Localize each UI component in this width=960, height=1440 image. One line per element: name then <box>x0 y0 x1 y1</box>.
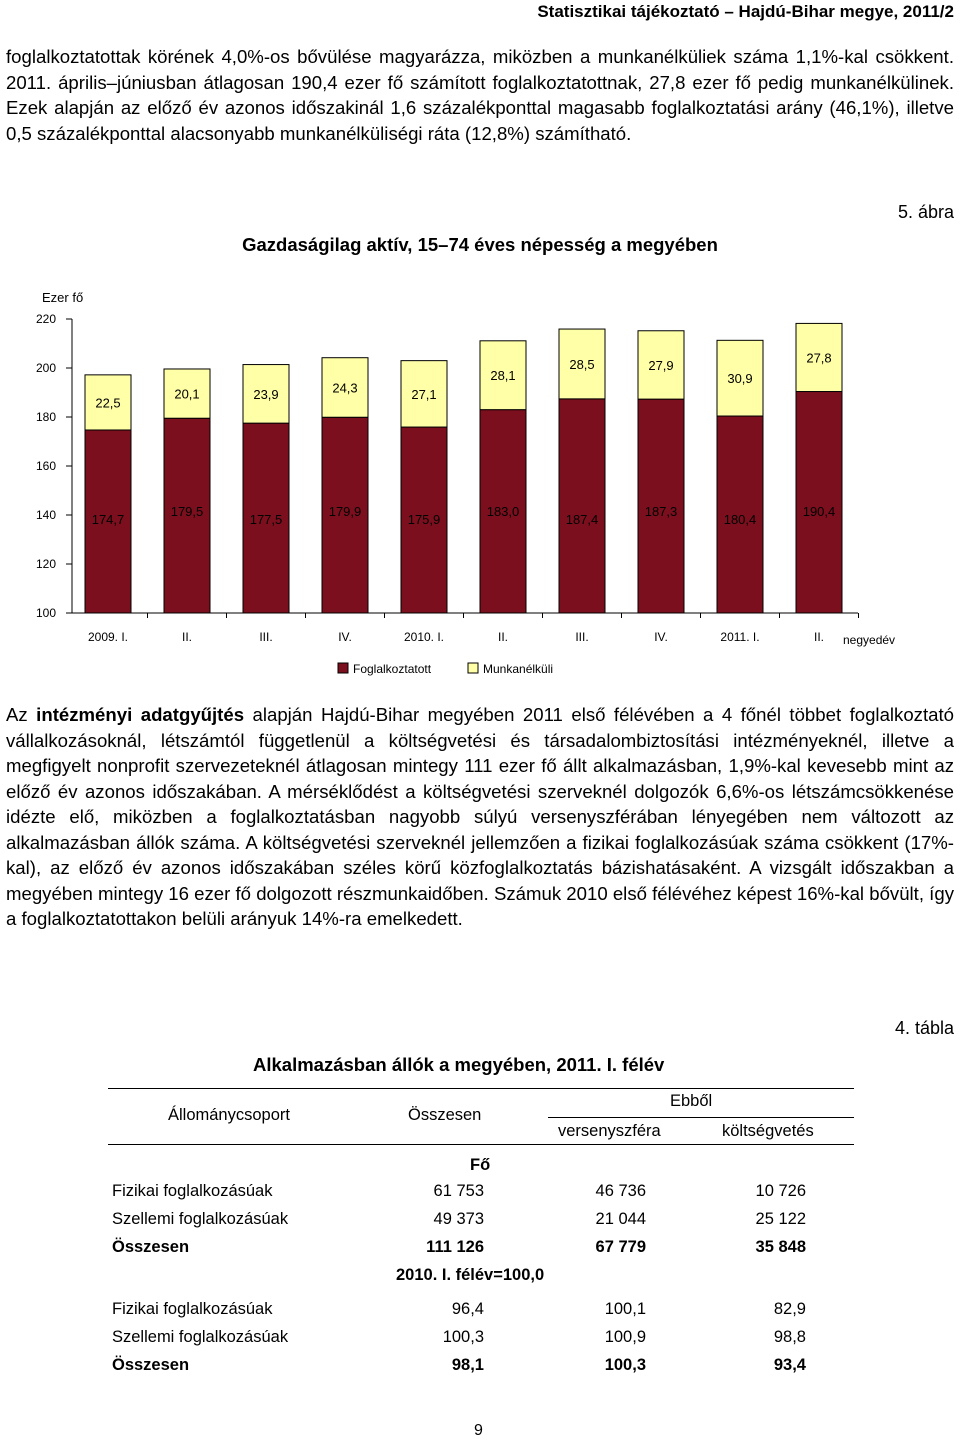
cell-private: 21 044 <box>595 1210 646 1228</box>
cell-budget: 10 726 <box>755 1182 806 1200</box>
x-tick-label: II. <box>497 630 509 644</box>
data-label-unemployed: 27,9 <box>648 357 674 373</box>
y-tick-label: 140 <box>35 508 56 522</box>
legend-label-employed: Foglalkoztatott <box>353 662 432 676</box>
bar-employed <box>796 392 842 613</box>
x-tick-label: 2009. I. <box>87 630 129 644</box>
chart-legend <box>338 662 553 676</box>
para2-bold: intézményi adatgyűjtés <box>36 704 245 725</box>
x-tick-label: 2010. I. <box>403 630 445 644</box>
y-tick-label: 100 <box>35 606 56 620</box>
data-label-employed: 187,4 <box>565 512 599 527</box>
x-tick-label: II. <box>813 630 825 644</box>
cell-private: 67 779 <box>595 1238 646 1256</box>
data-label-employed: 187,3 <box>644 504 678 519</box>
header-private: versenyszféra <box>558 1122 661 1140</box>
running-header: Statisztikai tájékoztató – Hajdú-Bihar megye, 2011/2 <box>537 2 954 21</box>
cell-total: 49 373 <box>433 1210 484 1228</box>
x-tick-label: II. <box>181 630 193 644</box>
chart-title <box>0 234 960 256</box>
legend-swatch-employed <box>338 663 348 673</box>
cell-budget: 25 122 <box>755 1210 806 1228</box>
x-axis <box>72 613 895 647</box>
y-tick-label: 220 <box>35 312 56 326</box>
data-label-unemployed: 27,1 <box>411 386 437 402</box>
para2-pre: Az <box>6 704 37 725</box>
row-name: Fizikai foglalkozásúak <box>112 1300 273 1318</box>
x-tick-label: III. <box>259 630 273 644</box>
row-name: Összesen <box>112 1356 190 1374</box>
page-number: 9 <box>474 1422 483 1439</box>
x-tick-label: IV. <box>654 630 668 644</box>
bar-group <box>85 323 842 613</box>
data-label-employed: 180,4 <box>723 512 757 527</box>
data-label-employed: 179,5 <box>170 504 204 519</box>
data-label-employed: 175,9 <box>407 512 441 527</box>
data-label-unemployed: 28,1 <box>490 368 516 384</box>
x-tick-label: III. <box>575 630 589 644</box>
data-label-employed: 179,9 <box>328 504 362 519</box>
intro-paragraph: foglalkoztatottak körének 4,0%-os bővülése magyarázza, miközben a munkanélküliek száma 1,1%-kal csökkent. 2011. április–júniusban átlagosan 190,4 ezer fő számított foglalkoztatottnak, 27,8 ezer fő pedig munkanélkülinek. Ezek alapján az előző év azonos időszakinál 1,6 százalékponttal magasabb foglalkoztatási arány (46,1%), illetve 0,5 százalékponttal alacsonyabb munkanélküliségi ráta (12,8%) számítható. <box>6 46 954 144</box>
table-number: 4. tábla <box>894 1018 954 1038</box>
row-name: Fizikai foglalkozásúak <box>112 1182 273 1200</box>
data-label-unemployed: 28,5 <box>569 356 595 372</box>
x-tick-label: IV. <box>338 630 352 644</box>
table-top-rule <box>108 1088 854 1089</box>
cell-total: 61 753 <box>433 1182 484 1200</box>
cell-budget: 35 848 <box>755 1238 806 1256</box>
row-name: Szellemi foglalkozásúak <box>112 1328 289 1346</box>
cell-budget: 98,8 <box>773 1328 806 1346</box>
cell-budget: 93,4 <box>773 1356 806 1374</box>
header-of-which: Ebből <box>670 1092 713 1110</box>
row-name: Szellemi foglalkozásúak <box>112 1210 289 1228</box>
y-axis <box>36 290 83 620</box>
data-label-unemployed: 27,8 <box>806 350 832 366</box>
cell-total: 98,1 <box>451 1356 484 1374</box>
data-label-employed: 174,7 <box>91 512 125 527</box>
row-name: Összesen <box>112 1238 190 1256</box>
table-header-bottom-rule <box>108 1144 854 1145</box>
stacked-bar-chart <box>0 280 960 690</box>
cell-total: 111 126 <box>426 1238 484 1256</box>
header-group: Állománycsoport <box>168 1106 290 1124</box>
cell-private: 100,9 <box>604 1328 646 1346</box>
x-axis-title: negyedév <box>843 633 896 647</box>
section-title-persons: Fő <box>470 1156 491 1174</box>
cell-private: 46 736 <box>595 1182 646 1200</box>
cell-private: 100,1 <box>604 1300 646 1318</box>
chart-title-text: Gazdaságilag aktív, 15–74 éves népesség a megyében <box>242 234 718 255</box>
data-label-employed: 183,0 <box>486 504 520 519</box>
y-tick-label: 120 <box>35 557 56 571</box>
data-label-unemployed: 20,1 <box>174 386 200 402</box>
legend-label-unemployed: Munkanélküli <box>483 662 554 676</box>
data-label-employed: 177,5 <box>249 512 283 527</box>
para2-post: alapján Hajdú-Bihar megyében 2011 első félévében a 4 főnél többet foglalkoztató vállalkozásoknál, létszámtól függetlenül a költségvetési és társadalombiztosítási intézményeknél, illetve a megfigyelt nonprofit szervezeteknél átlagosan mintegy 111 ezer fő állt alkalmazásban, 1,9%-kal kevesebb mint az előző év azonos időszakában. A mérséklődést a költségvetési szerveknél dolgozók 6,6%-os létszámcsökkenése idézte elő, miközben a foglalkoztatásban nagyobb súlyú versenyszférában lényegében nem változott az alkalmazásban állók száma. A költségvetési szerveknél jellemzően a fizikai foglalkozásúak száma csökkent (17%-kal), az előző év azonos időszakában széles körű közfoglalkoztatás bázishatásaként. A vizsgált időszakban a megyében mintegy 16 ezer fő dolgozott részmunkaidőben. Számuk 2010 első félévéhez képest 16%-kal bővült, így a foglalkoztatottakon belüli arányuk 14%-ra emelkedett. <box>6 704 954 929</box>
x-tick-label: 2011. I. <box>720 630 760 644</box>
data-label-unemployed: 30,9 <box>727 371 753 387</box>
y-tick-label: 180 <box>35 410 56 424</box>
data-label-unemployed: 24,3 <box>332 380 358 396</box>
figure-number: 5. ábra <box>897 202 954 222</box>
cell-total: 96,4 <box>451 1300 484 1318</box>
institutional-paragraph <box>6 702 954 932</box>
header-budget: költségvetés <box>722 1122 814 1140</box>
y-tick-label: 200 <box>35 361 56 375</box>
legend-swatch-unemployed <box>468 663 478 673</box>
bar-employed <box>559 399 605 613</box>
data-label-unemployed: 22,5 <box>95 395 121 411</box>
section-title-index: 2010. I. félév=100,0 <box>396 1266 545 1284</box>
cell-private: 100,3 <box>604 1356 646 1374</box>
data-label-employed: 190,4 <box>802 504 836 519</box>
table-subheader-rule <box>548 1117 854 1118</box>
y-axis-title: Ezer fő <box>42 290 84 305</box>
y-tick-label: 160 <box>35 459 56 473</box>
header-total: Összesen <box>408 1106 482 1124</box>
cell-budget: 82,9 <box>773 1300 806 1318</box>
table-title: Alkalmazásban állók a megyében, 2011. I. félév <box>253 1054 665 1075</box>
cell-total: 100,3 <box>442 1328 484 1346</box>
data-label-unemployed: 23,9 <box>253 386 279 402</box>
